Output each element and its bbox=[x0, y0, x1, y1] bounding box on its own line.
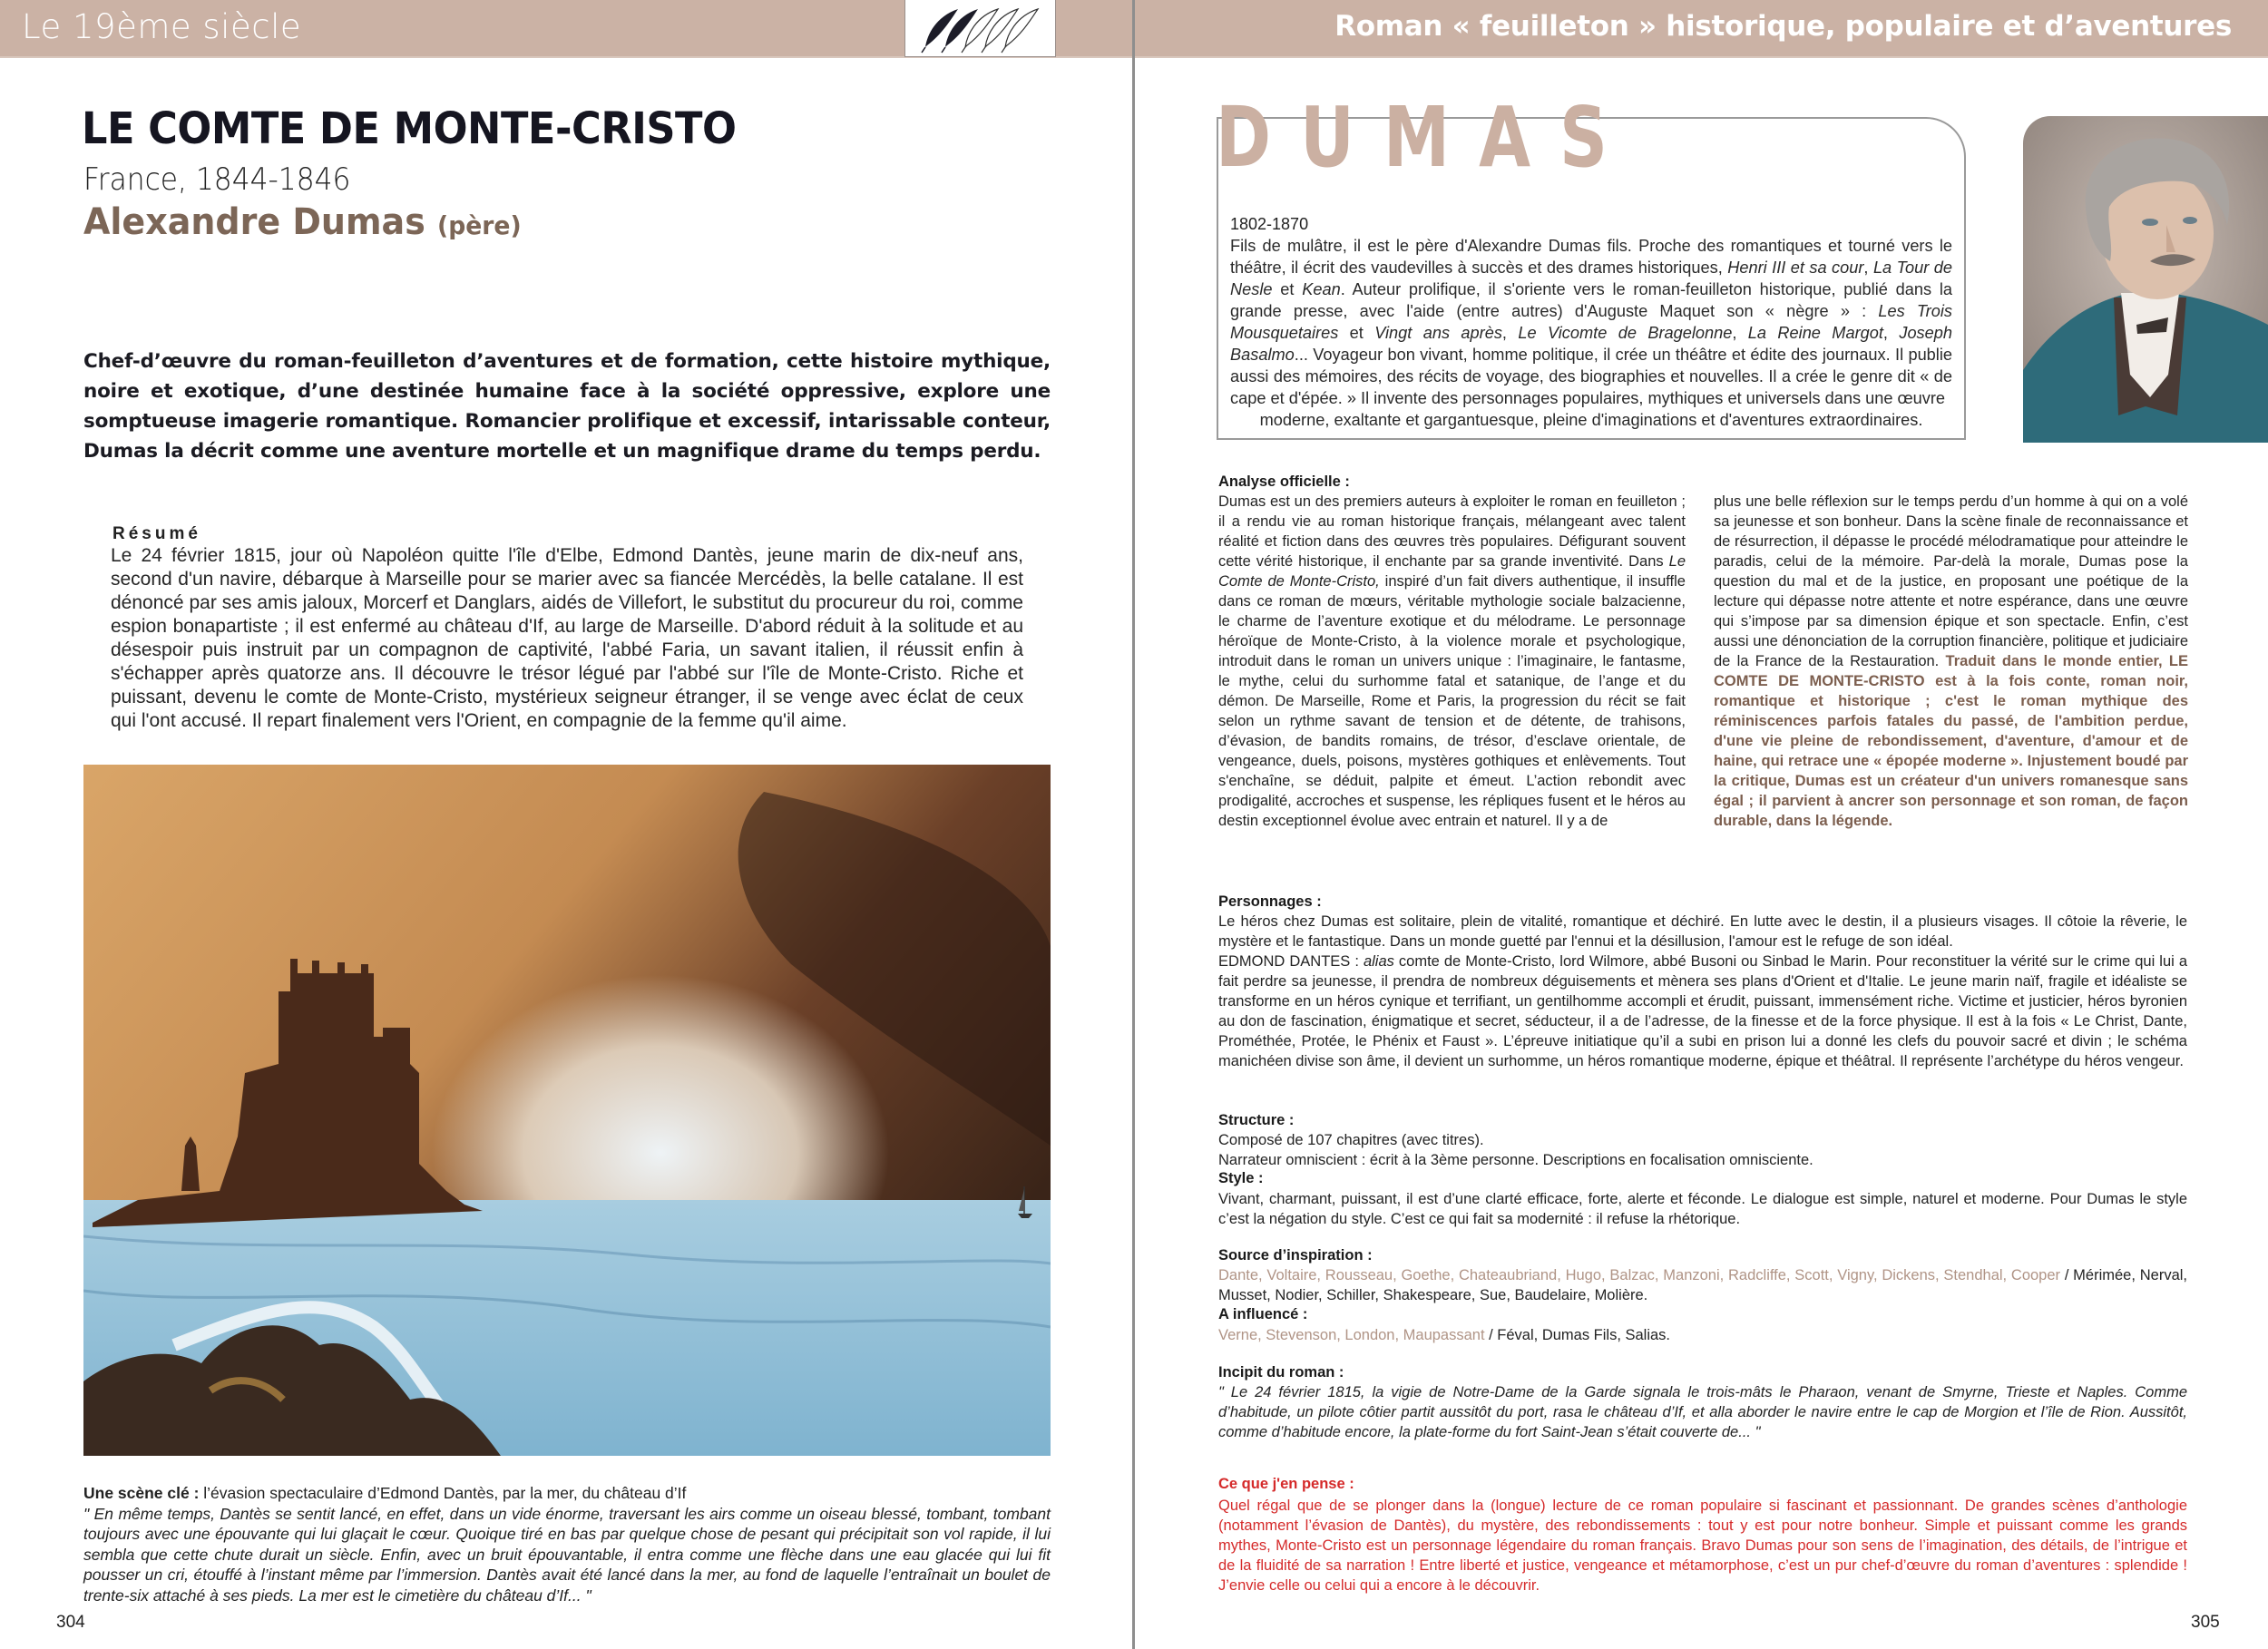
source-main-influences: Dante, Voltaire, Rousseau, Goethe, Chateaubriand, Hugo, Balzac, Manzoni, Radcliffe, Scott, Vigny, Dickens, Stendhal, Cooper bbox=[1218, 1267, 2061, 1283]
analyse-book-title: Le Comte de Monte-Cristo, bbox=[1218, 553, 1686, 590]
bio-work-title: La Reine Margot bbox=[1747, 324, 1883, 342]
personnages-intro: Le héros chez Dumas est solitaire, plein de vitalité, romantique et déchiré. En lutte avec le destin, il a plusieurs visages. Il côtoie la rêverie, le mystère et le fantastique. Dans un monde guetté par l'ennui et la désillusion, l'amour est le refuge de son idéal. bbox=[1218, 913, 2187, 950]
source-heading: Source d’inspiration : bbox=[1218, 1247, 1373, 1264]
analyse-column-left bbox=[1218, 492, 1686, 831]
analyse-text: inspiré d’un fait divers authentique, il insuffle dans ce roman de mœurs, véritable mythologie sociale balzacienne, le charme de l’aventure exotique et du mélodrame. Le personnage héroïque de Monte-Cristo, à la violence morale et psychologique, introduit dans le roman un univers unique : l’imaginaire, le fantasme, le mythe, celui du surhomme fatal et satanique, de l’ange et du démon. De Marseille, Rome et Paris, la progression du récit se fait selon un rythme savant de tension et de détente, de trahisons, d’évasion, de bandits romains, de trésor, d’esclave orientale, de vengeance, duels, poisons, mystères gothiques et enlèvements. Tout s'enchaîne, se déduit, palpite et émeut. L’action rebondit avec prodigalité, accroches et suspense, les répliques fusent et le héros au destin exceptionnel évolue avec entrain et naturel. Il y a de bbox=[1218, 573, 1686, 829]
influence-main: Verne, Stevenson, London, Maupassant bbox=[1218, 1327, 1485, 1343]
analyse-column-right bbox=[1714, 492, 2188, 831]
bio-work-title: Joseph Basalmo bbox=[1230, 324, 1952, 364]
key-scene bbox=[83, 1483, 1051, 1605]
lead-paragraph: Chef-d’œuvre du roman-feuilleton d’aventures et de formation, cette histoire mythique, noire et exotique, d’une destinée humaine face à la société oppressive, explore une somptueuse imagerie romantique. Romancier prolifique et excessif, intarissable conteur, Dumas la décrit comme une aventure mortelle et un magnifique drame du temps perdu. bbox=[83, 350, 1051, 463]
bio-text-segment: , bbox=[1863, 259, 1873, 277]
bio-text-last-line: moderne, exaltante et gargantuesque, pleine d'imaginations et d'aventures extraordinaires. bbox=[1259, 411, 1923, 429]
author-name: Alexandre Dumas bbox=[83, 201, 425, 243]
bio-text-segment: , bbox=[1882, 324, 1900, 342]
genre-title: Roman « feuilleton » historique, populaire et d’aventures bbox=[1334, 10, 2232, 43]
bio-text-segment: , bbox=[1501, 324, 1519, 342]
bio-work-title: Henri III et sa cour bbox=[1727, 259, 1864, 277]
influence-secondary: / Féval, Dumas Fils, Salias. bbox=[1484, 1327, 1671, 1343]
book-title: LE COMTE DE MONTE-CRISTO bbox=[82, 103, 737, 154]
author-suffix: (père) bbox=[437, 210, 522, 240]
key-scene-caption: l’évasion spectaculaire d’Edmond Dantès, par la mer, du château d’If bbox=[199, 1484, 687, 1502]
key-scene-label: Une scène clé : bbox=[83, 1484, 200, 1502]
incipit-text: " Le 24 février 1815, la vigie de Notre-Dame de la Garde signala le trois-mâts le Pharaon, venant de Smyrne, Trieste et Naples. Comme d’habitude, un pilote côtier partit aussitôt du port, rasa le château d’If, et alla aborder le navire entre le cap de Morgion et l’île de Rion. Aussitôt, comme d’habitude encore, la plate-forme du fort Saint-Jean s’était couverte de... " bbox=[1218, 1384, 2187, 1440]
page-spine-divider bbox=[1132, 0, 1135, 1649]
structure-text bbox=[1218, 1130, 2187, 1170]
book-origin-dates: France, 1844-1846 bbox=[83, 161, 351, 198]
bio-text-segment: Fils de mulâtre, il est le père d'Alexandre Dumas fils. Proche des romantiques et tourné vers le théâtre, il écrit des vaudevilles à succès et des drames historiques, bbox=[1230, 237, 1952, 277]
bio-text-segment: , bbox=[1732, 324, 1748, 342]
style-text: Vivant, charmant, puissant, il est d’une clarté efficace, forte, alerte et féconde. Le dialogue est simple, naturel et moderne. Pour Dumas le style c’est la négation du style. C’est ce qui fait sa modernité : il refuse la rhétorique. bbox=[1218, 1191, 2187, 1227]
structure-line: Composé de 107 chapitres (avec titres). bbox=[1218, 1132, 1484, 1148]
style-heading: Style : bbox=[1218, 1170, 1264, 1186]
personnages-heading: Personnages : bbox=[1218, 893, 1322, 910]
chateau-if-painting bbox=[83, 765, 1051, 1456]
bio-work-title: Vingt ans après bbox=[1374, 324, 1502, 342]
source-secondary-influences: / Mérimée, Nerval, Musset, Nodier, Schiller, Shakespeare, Sue, Baudelaire, Molière. bbox=[1218, 1267, 2187, 1303]
author-portrait bbox=[2023, 116, 2268, 443]
structure-heading: Structure : bbox=[1218, 1112, 1295, 1128]
character-alias-label: alias bbox=[1363, 953, 1394, 970]
key-scene-quote: " En même temps, Dantès se sentit lancé, en effet, dans un vide énorme, traversant les airs comme un oiseau blessé, tombant, tombant toujours avec une épouvante qui lui glaçait le cœur. Quoique tiré en bas par quelque chose de pesant qui précipitait son vol rapide, il lui sembla que cette chute durait un siècle. Enfin, avec un bruit épouvantable, il entra comme une flèche dans une eau glacée qui lui fit pousser un cri, étouffé à l’instant même par l’immersion. Dantès avait été lancé dans la mer, au fond de laquelle l’entraînait un boulet de trente-six attaché à ses pieds. La mer est le cimetière du château d’If... " bbox=[83, 1504, 1051, 1605]
opinion-text: Quel régal que de se plonger dans la (longue) lecture de ce roman populaire si fascinant et passionnant. De grandes scènes d’anthologie (notamment l’évasion de Dantès), du mystère, des rebondissements : tout y est pour notre bonheur. Simple et puissant comme les grands mythes, Monte-Cristo est un personnage légendaire du roman français. Bravo Dumas pour son sens de l’imagination, des détails, de l’intrigue et de la fluidité de sa narration ! Entre liberté et justice, vengeance et métamorphose, c’est un pur chef-d’œuvre du roman d’aventures : splendide ! J’envie celle ou celui qui a encore à le découvrir. bbox=[1218, 1498, 2187, 1594]
bio-text-segment: ... Voyageur bon vivant, homme politique, il crée un théâtre et édite des journaux. Il publie aussi des mémoires, des récits de voyage, des biographies et nouvelles. Il a crée le genre dit « de cape et d'épée. » Il invente des personnages populaires, mythiques et universels dans une œuvre bbox=[1230, 346, 1952, 407]
bio-author-name: DUMAS bbox=[1216, 89, 1637, 186]
bio-work-title: Kean bbox=[1302, 280, 1341, 298]
bio-text bbox=[1230, 235, 1952, 431]
character-description: comte de Monte-Cristo, lord Wilmore, abbé Busoni ou Sinbad le Marin. Pour reconstituer la vérité sur le crime qui lui a fait perdre sa jeunesse, il prendra de nombreux déguisements et mènera ses plans d'Orient et d'Italie. Le jeune marin naïf, fragile et idéaliste se transforme en un héros cynique et terrifiant, un gentilhomme accompli et érudit, puissant, immensément riche. Victime et justicier, héros byronien au don de fascination, énigmatique et secret, séducteur, il a de l’adresse, de la finesse et de la force physique. Il est à la fois « Le Christ, Dante, Prométhée, Protée, le Phénix et Faust ». L’épreuve initiatique qu’il a subi en prison lui a donné les clefs du pouvoir sacré et divin ; le schéma manichéen divise son âme, il devient un surhomme, un héros romantique moderne, épique et théâtral. Il représente l’archétype du héros vengeur. bbox=[1218, 953, 2187, 1069]
bio-years: 1802-1870 bbox=[1230, 215, 1309, 233]
page-number-left: 304 bbox=[56, 1613, 85, 1632]
section-title: Le 19ème siècle bbox=[22, 7, 302, 46]
character-name: EDMOND DANTES : bbox=[1218, 953, 1364, 970]
source-text bbox=[1218, 1265, 2187, 1305]
analyse-text: plus une belle réflexion sur le temps perdu d’un homme à qui on a volé sa jeunesse et son bonheur. Dans la scène finale de reconnaissance et de résurrection, il dépasse le procédé mélodramatique pour atteindre le paradis, celui de la mémoire. Par-delà la morale, Dumas pose la question du mal et de la justice, en proposant une poétique de la lecture qui dépasse notre attente et notre espérance, dans une œuvre qui s’impose par sa dimension épique et son spectacle. Enfin, c’est aussi une dénonciation de la corruption financière, politique et judiciaire de la France de la Restauration. bbox=[1714, 493, 2188, 669]
bio-text-segment: . Auteur prolifique, il s'oriente vers le roman-feuilleton historique, publié dans la grande presse, avec l'aide (entre autres) d'Auguste Maquet son « nègre » : bbox=[1230, 280, 1953, 320]
book-author bbox=[83, 201, 522, 243]
resume-text: Le 24 février 1815, jour où Napoléon quitte l'île d'Elbe, Edmond Dantès, jeune marin de dix-neuf ans, second d'un navire, débarque à Marseille pour se marier avec sa fiancée Mercédès, la belle catalane. Il est dénoncé par ses amis jaloux, Morcerf et Danglars, aidés de Villefort, le substitut du procureur du roi, comme espion bonapartiste ; il est enfermé au château d'If, au large de Marseille. D'abord réduit à la solitude et au désespoir puis instruit par un compagnon de captivité, l'abbé Faria, un savant italien, il réussit enfin à s'échapper après quatorze ans. Il découvre le trésor légué par l'abbé sur l'île de Monte-Cristo. Riche et puissant, devenu le comte de Monte-Cristo, mystérieux seigneur étranger, il se venge avec éclat de ceux qui l'ont accusé. Il repart finalement vers l'Orient, en compagnie de la femme qu'il aime. bbox=[111, 545, 1023, 731]
incipit-heading: Incipit du roman : bbox=[1218, 1364, 1344, 1381]
bio-work-title: La Tour de Nesle bbox=[1230, 259, 1953, 298]
analyse-heading: Analyse officielle : bbox=[1218, 473, 1350, 490]
bio-text-segment: et bbox=[1338, 324, 1375, 342]
structure-line: Narrateur omniscient : écrit à la 3ème personne. Descriptions en focalisation omnisciente. bbox=[1218, 1152, 1813, 1168]
bio-text-segment: et bbox=[1272, 280, 1303, 298]
page-number-right: 305 bbox=[2191, 1613, 2220, 1632]
opinion-heading: Ce que j'en pense : bbox=[1218, 1476, 1354, 1492]
bio-work-title: Le Vicomte de Bragelonne bbox=[1518, 324, 1733, 342]
influence-text bbox=[1218, 1325, 2187, 1345]
influence-heading: A influencé : bbox=[1218, 1306, 1308, 1322]
bio-work-title: Les Trois Mousquetaires bbox=[1230, 302, 1952, 342]
analyse-text: Dumas est un des premiers auteurs à exploiter le roman en feuilleton ; il a rendu vie au roman historique français, mélangeant avec talent réalité et fiction dans des œuvres très populaires. Défigurant souvent cette vérité historique, il enchante par sa grande inventivité. Dans bbox=[1218, 493, 1686, 570]
personnages-text bbox=[1218, 912, 2187, 1071]
resume-heading: Résumé bbox=[112, 524, 201, 543]
quill-rating-icon bbox=[904, 0, 1056, 57]
analyse-highlight: Traduit dans le monde entier, LE COMTE DE MONTE-CRISTO est à la fois conte, roman noir, romantique et historique ; c'est le roman mythique des réminiscences parfois fatales du passé, de l'ambition perdue, d'une vie pleine de rebondissement, d'aventure, d'amour et de haine, qui retrace une « épopée moderne ». Injustement boudé par la critique, Dumas est un créateur d'un univers romanesque sans égal ; il parvient à ancrer son personnage et son roman, de façon durable, dans la légende. bbox=[1714, 653, 2188, 829]
